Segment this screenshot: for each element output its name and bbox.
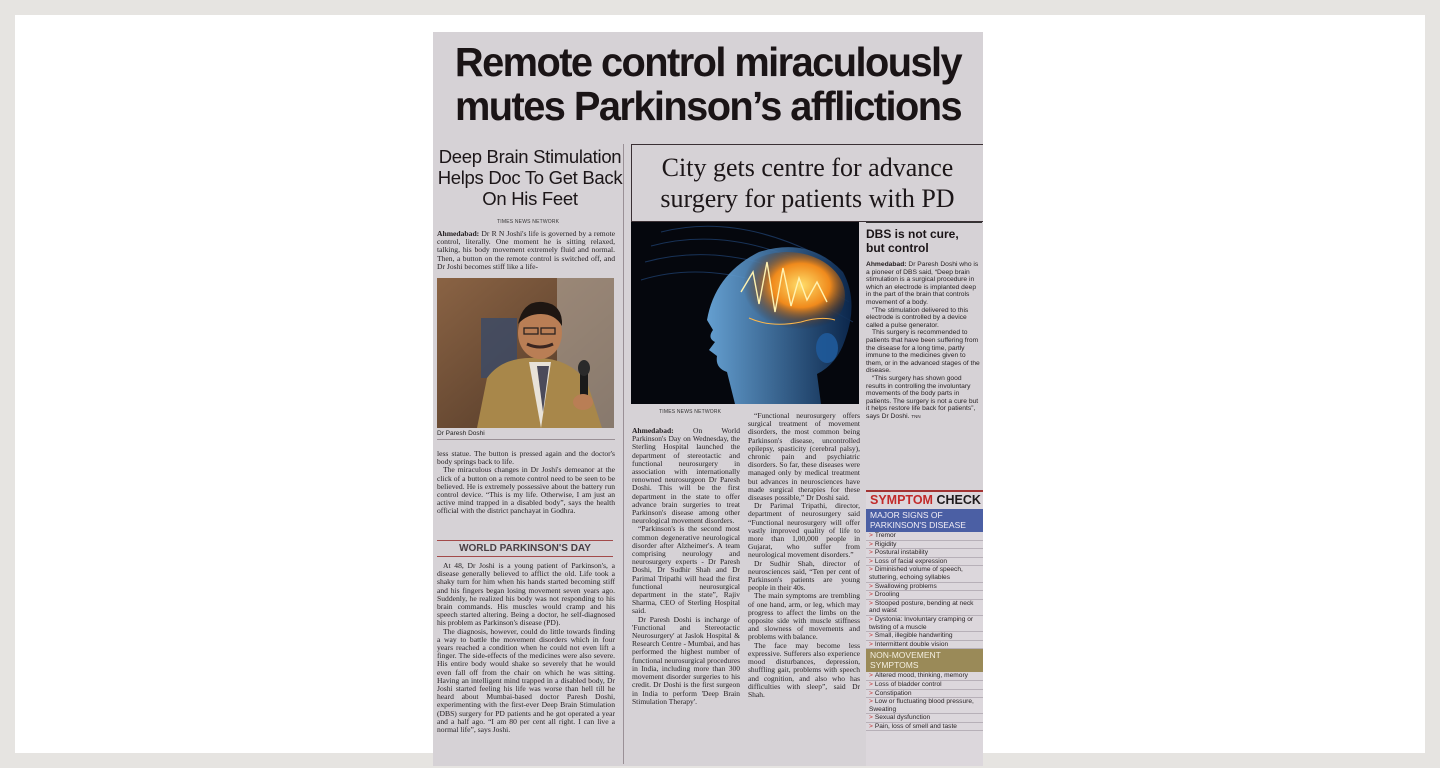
main-story-headline: City gets centre for advance surgery for patients with PD	[660, 153, 955, 213]
arrow-icon: >	[869, 599, 873, 607]
symptom-text: Sexual dysfunction	[874, 714, 931, 722]
symptom-item	[866, 583, 983, 592]
arrow-icon: >	[869, 549, 873, 557]
symptom-item	[866, 672, 983, 681]
dbs-headline: DBS is not cure, but control	[866, 222, 982, 255]
major-signs-heading: MAJOR SIGNS OF PARKINSON'S DISEASE	[866, 509, 983, 532]
symptom-item	[866, 723, 983, 732]
arrow-icon: >	[869, 722, 873, 730]
symptom-check-title: SYMPTOM CHECK	[866, 490, 983, 509]
symptom-text: Postural instability	[874, 549, 928, 557]
symptom-text: Drooling	[874, 591, 900, 599]
arrow-icon: >	[869, 557, 873, 565]
side-story-headline: Deep Brain Stimulation Helps Doc To Get Back On His Feet	[437, 146, 623, 209]
arrow-icon: >	[869, 615, 873, 623]
symptom-item	[866, 591, 983, 600]
document-viewer	[15, 15, 1425, 753]
arrow-icon: >	[869, 698, 873, 706]
arrow-icon: >	[869, 714, 873, 722]
symptom-text: Dystonia: Involuntary cramping or twisting of a muscle	[869, 615, 974, 631]
arrow-icon: >	[869, 566, 873, 574]
symptom-text: Tremor	[874, 532, 896, 539]
arrow-icon: >	[869, 680, 873, 688]
symptom-item	[866, 698, 983, 714]
symptom-item	[866, 549, 983, 558]
symptom-check-box	[866, 490, 983, 766]
symptom-text: Small, illegible handwriting	[874, 632, 953, 640]
symptom-text: Constipation	[874, 689, 912, 697]
main-byline: TIMES NEWS NETWORK	[659, 409, 722, 415]
symptom-item	[866, 690, 983, 699]
dbs-sidebar	[866, 222, 982, 420]
main-story-col1: Ahmedabad: On World Parkinson's Day on Wednesday, the Sterling Hospital launched the department of stereotactic and functional neurosurgery in association with internationally renowned neurosurgeon Dr Paresh Doshi. This will be the first department in the state to offer advance brain surgeries to treat Parkinson's disease among other neurological movement disorders. “Parkinson's is the second most common degenerative neurological disorder after Alzheimer's. A team comprising neurology and neurosurgery experts - Dr Paresh Doshi, Dr Sudhir Shah and Dr Parimal Tripathi will head the first functional neurosurgical department in the state”, Rajiv Sharma, CEO of Sterling Hospital said. Dr Paresh Doshi is incharge of 'Functional and Stereotactic Neurosurgery' at Jaslok Hospital & Research Centre - Mumbai, and has performed the highest number of functional neurosurgical procedures in India, including more than 300 movement disorder surgeries to his credit. Dr Doshi is the first surgeon in India to perform 'Deep Brain Stimulation Therapy'.	[632, 426, 740, 706]
arrow-icon: >	[869, 689, 873, 697]
symptom-text: Loss of bladder control	[874, 680, 942, 688]
photo-caption: Dr Paresh Doshi	[437, 430, 485, 437]
symptom-item	[866, 616, 983, 632]
arrow-icon: >	[869, 640, 873, 648]
symptom-text: Loss of facial expression	[874, 557, 948, 565]
symptom-item	[866, 714, 983, 723]
symptom-item	[866, 681, 983, 690]
symptom-text: Low or fluctuating blood pressure, Sweating	[869, 698, 974, 713]
newspaper-clipping	[433, 32, 983, 766]
world-parkinsons-day-subhead: WORLD PARKINSON'S DAY	[437, 540, 613, 557]
column-rule	[623, 144, 624, 764]
symptom-text: Stooped posture, bending at neck and waist	[869, 599, 974, 615]
symptom-text: Altered mood, thinking, memory	[874, 672, 968, 680]
symptom-item	[866, 641, 983, 650]
main-headline: Remote control miraculously mutes Parkinson’s afflictions	[454, 39, 962, 129]
major-signs-list	[866, 532, 983, 649]
arrow-icon: >	[869, 672, 873, 680]
symptom-text: Pain, loss of smell and taste	[874, 722, 957, 730]
non-movement-heading: NON-MOVEMENT SYMPTOMS	[866, 649, 983, 672]
side-story-lead: Ahmedabad: Dr R N Joshi's life is governed by a remote control, literally. One moment he is sitting relaxed, talking, his body movement extremely fluid and normal. Then, a button on the remote control is switched off, and Dr Joshi becomes stiff like a life-	[437, 229, 615, 271]
non-movement-list	[866, 672, 983, 731]
symptom-item	[866, 558, 983, 567]
symptom-text: Rigidity	[874, 540, 897, 548]
caption-rule	[437, 439, 615, 440]
symptom-item	[866, 600, 983, 616]
side-story-body: At 48, Dr Joshi is a young patient of Parkinson's, a disease generally believed to afflict the old. Life took a shaky turn for him when his hands started becoming stiff and his fingers began losing movement seven years ago. Suddenly, he realized his body was not responding to his brain commands. His muscles would cramp and his speech started altering. Being a doctor, he self-diagnosed his problem as Parkinson's disease (PD). The diagnosis, however, could do little towards finding a way to battle the movement disorders which in four years reached a condition when he could not even lift a finger. The side-effects of the medicines were also severe. His entire body would shake so severely that he would even fall off from the chair on which he was sitting. Having an intelligent mind trapped in a disabled body, Dr Joshi started feeling his life was worse than hell till he heard about Mumbai-based doctor Paresh Doshi, experimenting with the first-ever Deep Brain Stimulation (DBS) surgery for PD patients and he got operated a year and a half ago. “I am 80 per cent all right. I can live a normal life”, says Joshi.	[437, 561, 615, 735]
dbs-body: Ahmedabad: Dr Paresh Doshi who is a pioneer of DBS said, “Deep brain stimulation is a surgical procedure in which an electrode is implanted deep in the part of the brain that controls movement of a body. “The stimulation delivered to this electrode is controlled by a device called a pulse generator. This surgery is recommended to patients that have been suffering from the disease for a long time, partly immune to the medicines given to them, or in the advanced stages of the disease. “This surgery has shown good results in controlling the involuntary movements of the body parts in patients. The surgery is not a cure but it helps restore life back for patients”, says Dr Doshi. TNN	[866, 261, 980, 420]
arrow-icon: >	[869, 591, 873, 599]
side-story-continued: less statue. The button is pressed again and the doctor's body springs back to life. The miraculous changes in Dr Joshi's demeanor at the click of a button on a remote control need to be seen to be believed. He is extremely possessive about the battery run control device. “This is my life. Otherwise, I am just an active mind trapped in a disabled body”, says the health official with the district panchayat in Godhra.	[437, 449, 615, 516]
symptom-item	[866, 541, 983, 550]
symptom-item	[866, 632, 983, 641]
symptom-text: Swallowing problems	[874, 582, 937, 590]
symptom-text: Intermittent double vision	[874, 640, 949, 648]
symptom-item	[866, 532, 983, 541]
main-story-headline-box	[631, 144, 983, 222]
symptom-text: Diminished volume of speech, stuttering, echoing syllables	[869, 566, 963, 581]
arrow-icon: >	[869, 632, 873, 640]
arrow-icon: >	[869, 532, 873, 539]
symptom-item	[866, 566, 983, 582]
side-byline: TIMES NEWS NETWORK	[497, 219, 560, 225]
arrow-icon: >	[869, 582, 873, 590]
doctor-photo	[437, 278, 614, 428]
main-story-col2: “Functional neurosurgery offers surgical treatment of movement disorders, the most common being Parkinson's disease, uncontrolled epilepsy, spasticity (cerebral palsy), chronic pain and psychiatric disorders. So far, these diseases were managed only by medical treatment but advances in neurosciences have made surgical therapies for these diseases possible,” Dr Doshi said. Dr Parimal Tripathi, director, department of neurosurgery said “Functional neurosurgery will offer vastly improved quality of life to more than 1,00,000 people in Gujarat, who suffer from neurological movement disorders.” Dr Sudhir Shah, director of neurosciences said, “Ten per cent of Parkinson's patients are young people in their 40s. The main symptoms are trembling of one hand, arm, or leg, which may progress to affect the limbs on the opposite side with muscle stiffness and slowness of movements and problems with balance. The face may become less expressive. Sufferers also experience mood disturbances, depression, shuffling gait, problems with speech and cognition, and also who has difficulties with sleep”, said Dr Shah.	[748, 411, 860, 699]
arrow-icon: >	[869, 540, 873, 548]
brain-illustration	[631, 222, 859, 404]
